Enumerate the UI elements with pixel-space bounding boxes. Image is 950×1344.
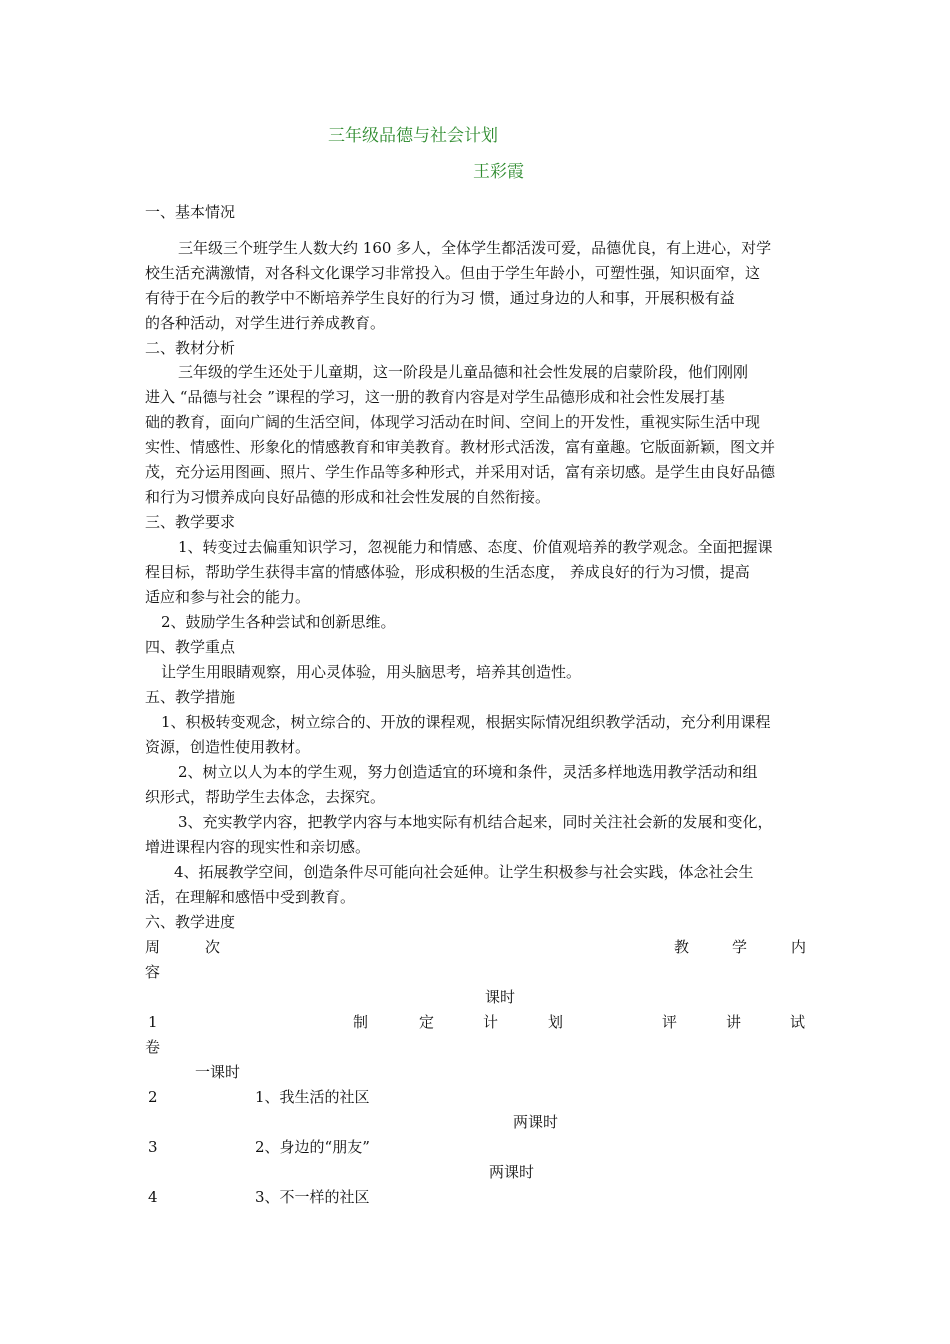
week-number: 4 xyxy=(148,1188,158,1206)
header-cell: 周 xyxy=(145,938,161,956)
class-hours: 两课时 xyxy=(513,1113,559,1131)
header-cell: 教 xyxy=(674,938,690,956)
paragraph-line: 和行为习惯养成向良好品德的形成和社会性发展的自然衔接。 xyxy=(145,488,551,506)
paragraph-line: 三年级的学生还处于儿童期，这一阶段是儿童品德和社会性发展的启蒙阶段，他们刚刚 xyxy=(178,363,749,381)
header-cell: 课时 xyxy=(485,988,516,1006)
lesson-content: 3、不一样的社区 xyxy=(255,1188,370,1206)
paragraph-line: 程目标，帮助学生获得丰富的情感体验，形成积极的生活态度， 养成良好的行为习惯，提高 xyxy=(145,563,750,581)
paragraph-line: 3、充实教学内容，把教学内容与本地实际有机结合起来，同时关注社会新的发展和变化， xyxy=(178,813,773,831)
paragraph-line: 4、拓展教学空间，创造条件尽可能向社会延伸。让学生积极参与社会实践，体念社会生 xyxy=(174,863,754,881)
paragraph-line: 1、转变过去偏重知识学习，忽视能力和情感、态度、价值观培养的教学观念。全面把握课 xyxy=(178,538,773,556)
section-heading: 二、教材分析 xyxy=(145,339,236,357)
paragraph-line: 校生活充满激情，对各科文化课学习非常投入。但由于学生年龄小，可塑性强，知识面窄，这 xyxy=(145,264,761,282)
paragraph-line: 活，在理解和感悟中受到教育。 xyxy=(145,888,356,906)
content-char: 卷 xyxy=(145,1038,161,1056)
paragraph-line: 增进课程内容的现实性和亲切感。 xyxy=(145,838,371,856)
paragraph-line: 适应和参与社会的能力。 xyxy=(145,588,311,606)
header-cell: 内 xyxy=(791,938,807,956)
paragraph-line: 进入 “品德与社会 ”课程的学习，这一册的教育内容是对学生品德形成和社会性发展打基 xyxy=(145,388,725,406)
section-heading: 五、教学措施 xyxy=(145,688,236,706)
paragraph-line: 资源，创造性使用教材。 xyxy=(145,738,311,756)
content-char: 评 xyxy=(662,1013,678,1031)
content-char: 划 xyxy=(548,1013,564,1031)
header-cell: 容 xyxy=(145,963,161,981)
paragraph-line: 织形式，帮助学生去体念，去探究。 xyxy=(145,788,386,806)
paragraph-line: 三年级三个班学生人数大约 160 多人，全体学生都活泼可爱，品德优良，有上进心，对学 xyxy=(178,239,772,257)
section-heading: 三、教学要求 xyxy=(145,513,236,531)
section-heading: 六、教学进度 xyxy=(145,913,236,931)
author-name: 王彩霞 xyxy=(473,162,524,182)
week-number: 2 xyxy=(148,1088,158,1106)
class-hours: 一课时 xyxy=(195,1063,241,1081)
paragraph-line: 2、鼓励学生各种尝试和创新思维。 xyxy=(161,613,396,631)
content-char: 试 xyxy=(790,1013,806,1031)
paragraph-line: 2、树立以人为本的学生观，努力创造适宜的环境和条件，灵活多样地选用教学活动和组 xyxy=(178,763,758,781)
week-number: 3 xyxy=(148,1138,158,1156)
header-cell: 学 xyxy=(732,938,748,956)
paragraph-line: 1、积极转变观念，树立综合的、开放的课程观，根据实际情况组织教学活动，充分利用课程 xyxy=(161,713,771,731)
paragraph-line: 让学生用眼睛观察，用心灵体验，用头脑思考，培养其创造性。 xyxy=(161,663,582,681)
content-char: 定 xyxy=(419,1013,435,1031)
document-title: 三年级品德与社会计划 xyxy=(328,126,498,146)
class-hours: 两课时 xyxy=(489,1163,535,1181)
content-char: 讲 xyxy=(726,1013,742,1031)
section-heading: 一、基本情况 xyxy=(145,203,236,221)
lesson-content: 1、我生活的社区 xyxy=(255,1088,370,1106)
paragraph-line: 有待于在今后的教学中不断培养学生良好的行为习 惯，通过身边的人和事，开展积极有益 xyxy=(145,289,735,307)
paragraph-line: 的各种活动，对学生进行养成教育。 xyxy=(145,314,386,332)
lesson-content: 2、身边的“朋友” xyxy=(255,1138,370,1156)
content-char: 制 xyxy=(353,1013,369,1031)
header-cell: 次 xyxy=(205,938,221,956)
content-char: 计 xyxy=(483,1013,499,1031)
week-number: 1 xyxy=(148,1013,158,1031)
paragraph-line: 茂，充分运用图画、照片、学生作品等多种形式，并采用对话，富有亲切感。是学生由良好品德 xyxy=(145,463,776,481)
section-heading: 四、教学重点 xyxy=(145,638,236,656)
paragraph-line: 实性、情感性、形象化的情感教育和审美教育。教材形式活泼，富有童趣。它版面新颖，图文并 xyxy=(145,438,776,456)
paragraph-line: 础的教育，面向广阔的生活空间，体现学习活动在时间、空间上的开发性，重视实际生活中现 xyxy=(145,413,761,431)
